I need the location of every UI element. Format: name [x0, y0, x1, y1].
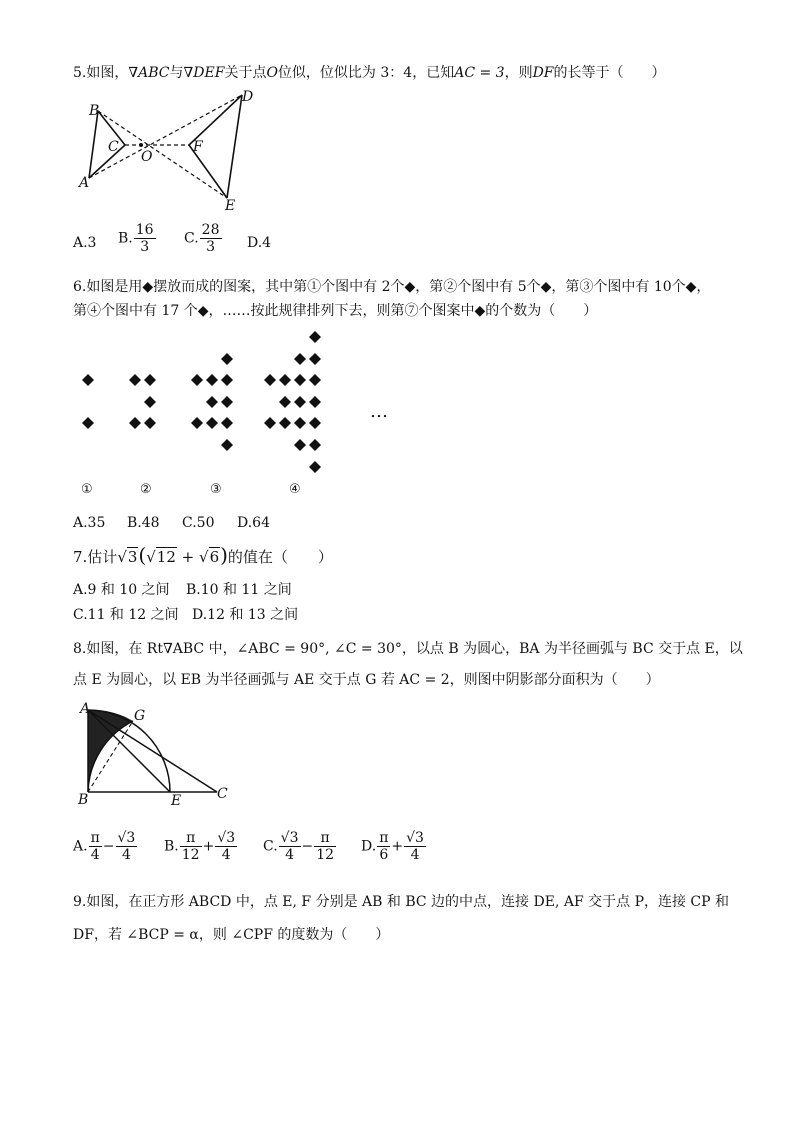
q7-prefix: 7.估计: [73, 548, 118, 566]
q9-stem-line2: DF，若 ∠BCP = α，则 ∠CPF 的度数为（ ）: [73, 927, 390, 943]
fraction-denominator: 4: [410, 847, 420, 863]
fraction-denominator: 3: [140, 239, 150, 255]
q5-label-b: B: [89, 103, 100, 119]
q8-option-d[interactable]: [361, 830, 427, 863]
q6-option-a[interactable]: A.35: [73, 515, 106, 531]
fraction: [89, 830, 102, 863]
q5-triangle-abc: ∇ABC: [128, 65, 170, 81]
q5-stem-text-4: 位似，位似比为 3：4，已知: [277, 65, 455, 81]
q8-option-b[interactable]: [164, 830, 238, 863]
q7-radicand-12: 12: [156, 548, 176, 566]
q5-triangle-def: ∇DEF: [183, 65, 225, 81]
q5-label-c: C: [108, 139, 119, 155]
q6-stem-line1: 6.如图是用◆摆放而成的图案，其中第①个图中有 2个◆，第②个图中有 5个◆，第③个图中有 10个◆，: [73, 279, 711, 295]
q7-sqrt-6: √6: [199, 548, 220, 566]
q6-label-1: ①: [81, 482, 93, 497]
q7-paren-open: (: [138, 543, 147, 567]
q5-stem-text-3: 关于点: [224, 65, 267, 81]
q7-option-b[interactable]: B.10 和 11 之间: [186, 582, 292, 598]
q5-option-b-prefix: B.: [118, 230, 133, 247]
q5-option-a[interactable]: A.3: [73, 235, 97, 251]
q7-radicand-6: 6: [209, 548, 220, 566]
fraction-denominator: 12: [316, 847, 335, 863]
q5-stem-text-1: 5.如图，: [73, 65, 129, 81]
q6-label-2: ②: [140, 482, 152, 497]
q5-option-b-fraction: [134, 222, 156, 255]
q6-ellipsis: …: [370, 401, 388, 422]
fraction: [215, 830, 237, 863]
q6-stem-line2: 第④个图中有 17 个◆，……按此规律排列下去，则第⑦个图案中◆的个数为（ ）: [73, 303, 598, 319]
q7-stem: 7.估计√3(√12 + √6)的值在（ ）: [73, 543, 333, 567]
q8-label-b: B: [78, 792, 89, 808]
q5-stem-text-6: 的长等于（ ）: [553, 65, 666, 81]
q7-paren-close: ): [220, 543, 228, 567]
fraction-denominator: 6: [379, 847, 389, 863]
q7-option-c[interactable]: C.11 和 12 之间: [73, 607, 179, 623]
q5-option-c-fraction: [200, 222, 222, 255]
q9-stem-line1: 9.如图，在正方形 ABCD 中，点 E, F 分别是 AB 和 BC 边的中点，连接 DE, AF 交于点 P，连接 CP 和: [73, 894, 730, 910]
q5-segment-df: DF: [532, 65, 554, 81]
fraction-numerator: π: [314, 830, 336, 847]
q8-stem-line2: 点 E 为圆心，以 EB 为半径画弧与 AE 交于点 G 若 AC = 2，则图中阴影部分面积为（ ）: [73, 672, 660, 688]
fraction: [279, 830, 301, 863]
q5-label-d: D: [242, 89, 254, 105]
fraction: [377, 830, 390, 863]
q8-label-e: E: [171, 793, 182, 809]
q7-option-d[interactable]: D.12 和 13 之间: [192, 607, 299, 623]
q8-stem-line1: 8.如图，在 Rt∇ABC 中，∠ABC = 90°, ∠C = 30°，以点 B 为圆心，BA 为半径画弧与 BC 交于点 E，以: [73, 641, 743, 657]
q6-figure: [70, 325, 410, 500]
q8-label-g: G: [134, 708, 146, 724]
fraction-numerator: √3: [280, 830, 299, 846]
q8-label-c: C: [217, 786, 228, 802]
fraction: [314, 830, 336, 863]
q8-option-a[interactable]: [73, 830, 138, 863]
operator: −: [301, 838, 314, 855]
fraction-numerator: π: [90, 830, 100, 846]
q5-point-o: O: [266, 65, 278, 81]
fraction-numerator: √3: [117, 830, 136, 846]
operator: +: [391, 838, 404, 855]
fraction-denominator: 4: [285, 847, 295, 863]
fraction-numerator: 28: [201, 222, 220, 238]
q8-option-d-prefix: D.: [361, 838, 377, 855]
fraction-numerator: π: [379, 830, 389, 846]
fraction-numerator: π: [180, 830, 202, 847]
operator: −: [102, 838, 115, 855]
q8-option-c-prefix: C.: [263, 838, 278, 855]
fraction-numerator: 16: [135, 222, 154, 238]
q5-label-a: A: [79, 175, 90, 191]
fraction: [404, 830, 426, 863]
q8-option-a-prefix: A.: [73, 838, 88, 855]
operator: +: [202, 838, 215, 855]
q7-radicand-3: 3: [127, 548, 138, 566]
fraction-denominator: 4: [121, 847, 131, 863]
q5-option-d[interactable]: D.4: [247, 235, 272, 251]
fraction-denominator: 4: [221, 847, 231, 863]
q8-option-b-prefix: B.: [164, 838, 179, 855]
q8-option-c[interactable]: [263, 830, 337, 863]
fraction-numerator: √3: [406, 830, 424, 846]
q6-option-c[interactable]: C.50: [182, 515, 215, 531]
fraction: [116, 830, 138, 863]
q5-stem-text-5: ，则: [504, 65, 533, 81]
fraction-denominator: 4: [90, 847, 100, 863]
fraction-denominator: 3: [206, 239, 216, 255]
q7-sqrt-3: √3: [117, 548, 138, 566]
q7-suffix: 的值在（ ）: [227, 548, 333, 566]
q5-label-f: F: [193, 139, 203, 155]
q5-stem: [73, 64, 666, 82]
q5-option-c-prefix: C.: [184, 230, 199, 247]
q5-stem-text-2: 与: [169, 65, 184, 81]
q6-label-4: ④: [289, 482, 301, 497]
q5-option-b[interactable]: [118, 222, 157, 255]
q8-label-a: A: [80, 701, 91, 717]
q6-label-3: ③: [210, 482, 222, 497]
q7-option-a[interactable]: A.9 和 10 之间: [73, 582, 170, 598]
q6-option-b[interactable]: B.48: [127, 515, 160, 531]
q5-label-e: E: [225, 198, 236, 214]
q5-figure: [75, 85, 265, 215]
fraction-denominator: 12: [181, 847, 200, 863]
q7-sqrt-12: √12: [146, 548, 176, 566]
fraction-numerator: √3: [217, 830, 236, 846]
q6-option-d[interactable]: D.64: [237, 515, 270, 531]
q8-figure: [75, 700, 245, 812]
q5-label-o: O: [141, 149, 153, 165]
q5-given: AC = 3: [454, 65, 505, 81]
fraction: [180, 830, 202, 863]
q5-option-c[interactable]: [184, 222, 223, 255]
